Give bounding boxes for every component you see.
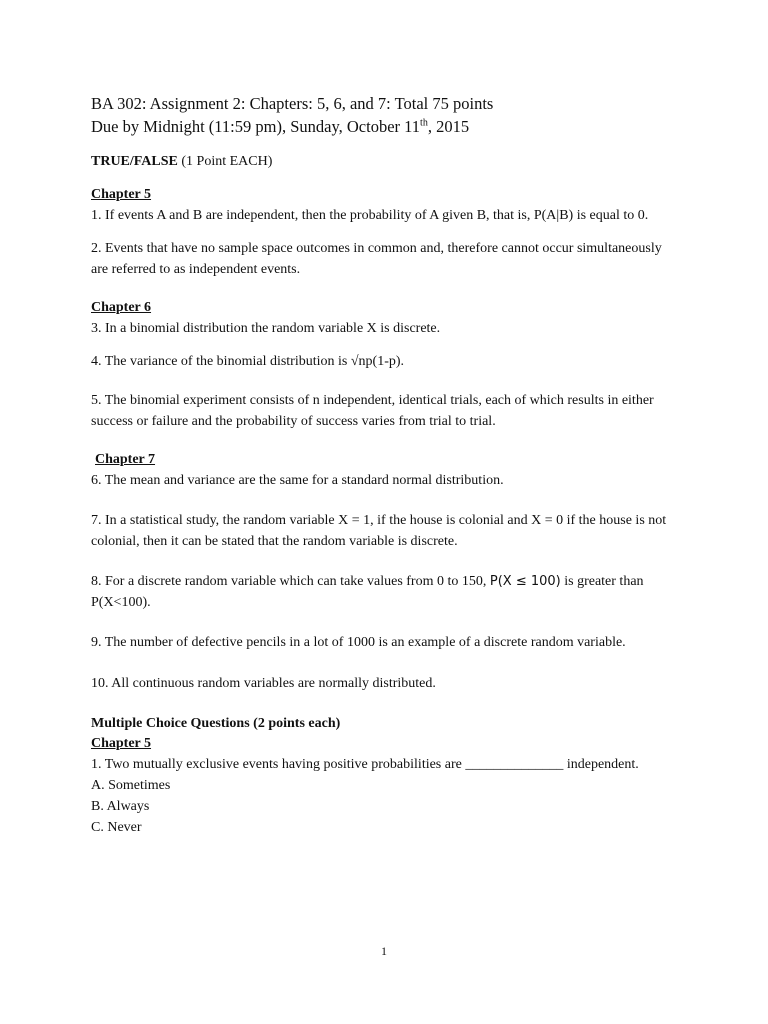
assignment-title: BA 302: Assignment 2: Chapters: 5, 6, and 7: Total 75 points <box>91 94 494 113</box>
tf-question-7: 7. In a statistical study, the random variable X = 1, if the house is colonial and X = 0 if the house is not colonial, then it can be stated that the random variable is discrete. <box>91 513 667 549</box>
document-page <box>91 92 681 838</box>
mc-question-1-option-b: B. Always <box>91 799 150 814</box>
true-false-heading <box>91 153 681 171</box>
mc-question-1: 1. Two mutually exclusive events having positive probabilities are ______________ independent. <box>91 757 639 772</box>
tf-chapter-6-heading: Chapter 6 <box>91 300 152 315</box>
tf-question-5: 5. The binomial experiment consists of n independent, identical trials, each of which results in either success or failure and the probability of success varies from trial to trial. <box>91 393 654 429</box>
mc-question-1-option-c: C. Never <box>91 820 142 835</box>
tf-question-8-text: 8. For a discrete random variable which can take values from 0 to 150, <box>91 574 490 589</box>
tf-question-2: 2. Events that have no sample space outcomes in common and, therefore cannot occur simultaneously are referred to as independent events. <box>91 241 662 277</box>
tf-chapter-5-heading: Chapter 5 <box>91 187 152 202</box>
tf-question-9: 9. The number of defective pencils in a lot of 1000 is an example of a discrete random variable. <box>91 635 626 650</box>
tf-question-10: 10. All continuous random variables are normally distributed. <box>91 676 436 691</box>
true-false-heading-bold: TRUE/FALSE <box>91 154 178 169</box>
multiple-choice-heading: Multiple Choice Questions (2 points each) <box>91 716 341 731</box>
mc-question-1-option-a: A. Sometimes <box>91 778 171 793</box>
tf-question-3: 3. In a binomial distribution the random variable X is discrete. <box>91 321 441 336</box>
tf-question-8-math: P(X ≤ 100) <box>489 574 561 589</box>
tf-question-8 <box>91 571 681 613</box>
mc-chapter-5-heading: Chapter 5 <box>91 736 152 751</box>
true-false-heading-points: (1 Point EACH) <box>177 154 273 169</box>
tf-question-4: 4. The variance of the binomial distribution is √np(1-p). <box>91 354 405 369</box>
due-date-line <box>91 115 681 138</box>
due-date-text: Due by Midnight (11:59 pm), Sunday, October 11 <box>91 117 421 136</box>
page-number: 1 <box>381 944 387 958</box>
tf-chapter-7-heading: Chapter 7 <box>95 452 156 467</box>
due-date-superscript: th <box>420 117 428 129</box>
due-date-year: , 2015 <box>427 117 470 136</box>
tf-question-8-end: is greater than P(X<100). <box>91 574 644 610</box>
tf-question-1: 1. If events A and B are independent, then the probability of A given B, that is, P(A|B) is equal to 0. <box>91 208 649 223</box>
tf-question-6: 6. The mean and variance are the same for a standard normal distribution. <box>91 473 504 488</box>
